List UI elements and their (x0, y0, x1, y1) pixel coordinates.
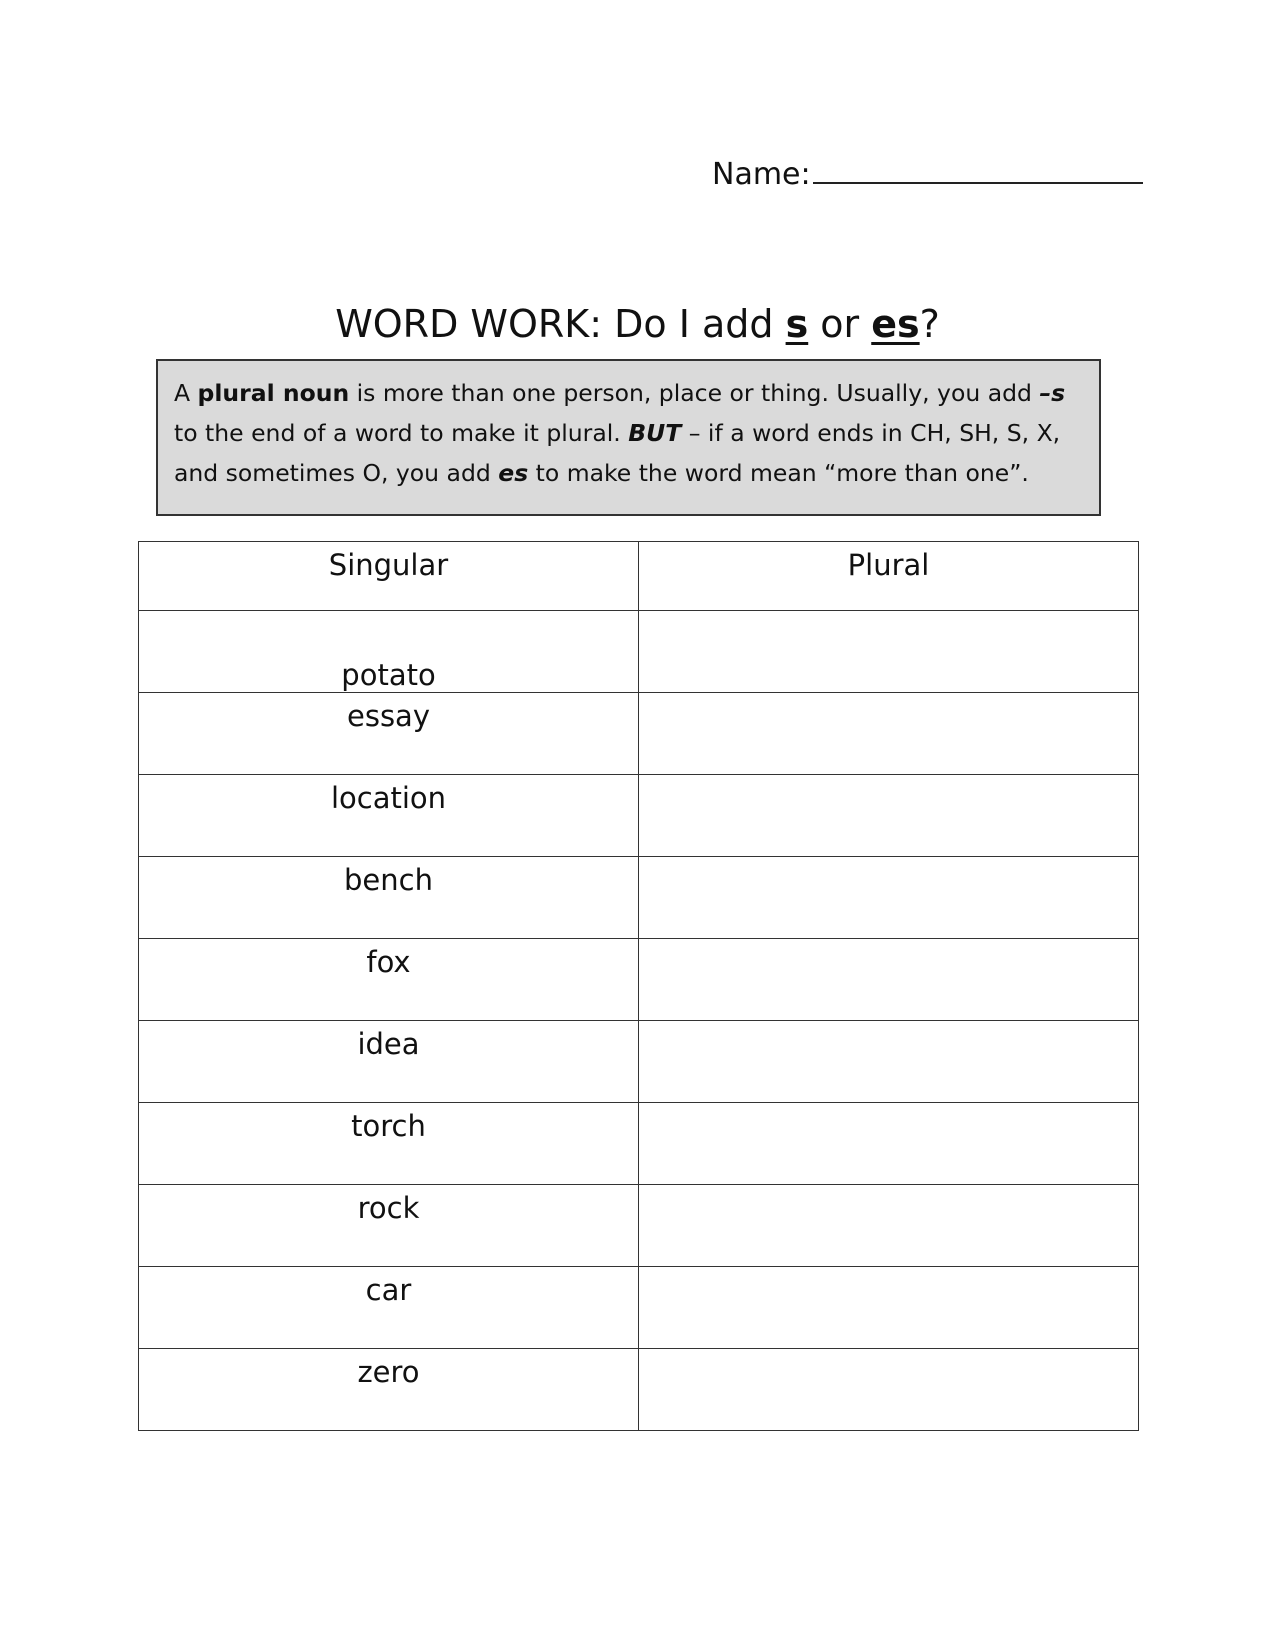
singular-cell: rock (139, 1185, 639, 1267)
plural-answer-cell[interactable] (639, 1267, 1139, 1349)
rule-explanation-box (156, 359, 1101, 516)
singular-cell: essay (139, 693, 639, 775)
plural-answer-cell[interactable] (639, 1021, 1139, 1103)
name-label: Name: (712, 157, 811, 192)
table-row (139, 1021, 1139, 1103)
title-middle: or (808, 302, 872, 346)
singular-cell: potato (139, 611, 639, 693)
column-header-singular: Singular (139, 542, 639, 611)
table-row (139, 1267, 1139, 1349)
title-option-es: es (871, 302, 920, 346)
table-row (139, 857, 1139, 939)
rule-term-plural-noun: plural noun (197, 379, 350, 407)
title-prefix: WORD WORK: Do I add (335, 302, 786, 346)
table-row (139, 1103, 1139, 1185)
plural-answer-cell[interactable] (639, 611, 1139, 693)
word-table (138, 541, 1139, 1431)
rule-text-3: is more than one person, place or thing. Usually, you add (349, 379, 1040, 407)
singular-cell: zero (139, 1349, 639, 1431)
singular-cell: idea (139, 1021, 639, 1103)
singular-cell: location (139, 775, 639, 857)
page-title (0, 302, 1275, 346)
title-option-s: s (785, 302, 809, 346)
name-blank-line[interactable] (813, 152, 1143, 184)
title-suffix: ? (919, 302, 940, 346)
rule-text-9: to make the word mean “more than one”. (528, 459, 1029, 487)
table-header-row (139, 542, 1139, 611)
plural-answer-cell[interactable] (639, 1349, 1139, 1431)
table-row (139, 775, 1139, 857)
rule-text-7: – if a word ends in CH, SH, S, X, and sometimes O, you add (174, 419, 1061, 487)
table-row (139, 939, 1139, 1021)
singular-cell: bench (139, 857, 639, 939)
plural-answer-cell[interactable] (639, 1185, 1139, 1267)
rule-text-5: to the end of a word to make it plural. (174, 419, 629, 447)
plural-answer-cell[interactable] (639, 857, 1139, 939)
table-row (139, 693, 1139, 775)
plural-answer-cell[interactable] (639, 1103, 1139, 1185)
rule-suffix-es: es (498, 459, 529, 487)
plural-answer-cell[interactable] (639, 939, 1139, 1021)
singular-cell: fox (139, 939, 639, 1021)
plural-answer-cell[interactable] (639, 775, 1139, 857)
rule-suffix-s: –s (1039, 379, 1066, 407)
singular-cell: torch (139, 1103, 639, 1185)
table-row (139, 611, 1139, 693)
rule-but: BUT (628, 419, 682, 447)
table-row (139, 1349, 1139, 1431)
name-field (712, 152, 1143, 192)
table-row (139, 1185, 1139, 1267)
column-header-plural: Plural (639, 542, 1139, 611)
plural-answer-cell[interactable] (639, 693, 1139, 775)
singular-cell: car (139, 1267, 639, 1349)
rule-text-1: A (174, 379, 198, 407)
